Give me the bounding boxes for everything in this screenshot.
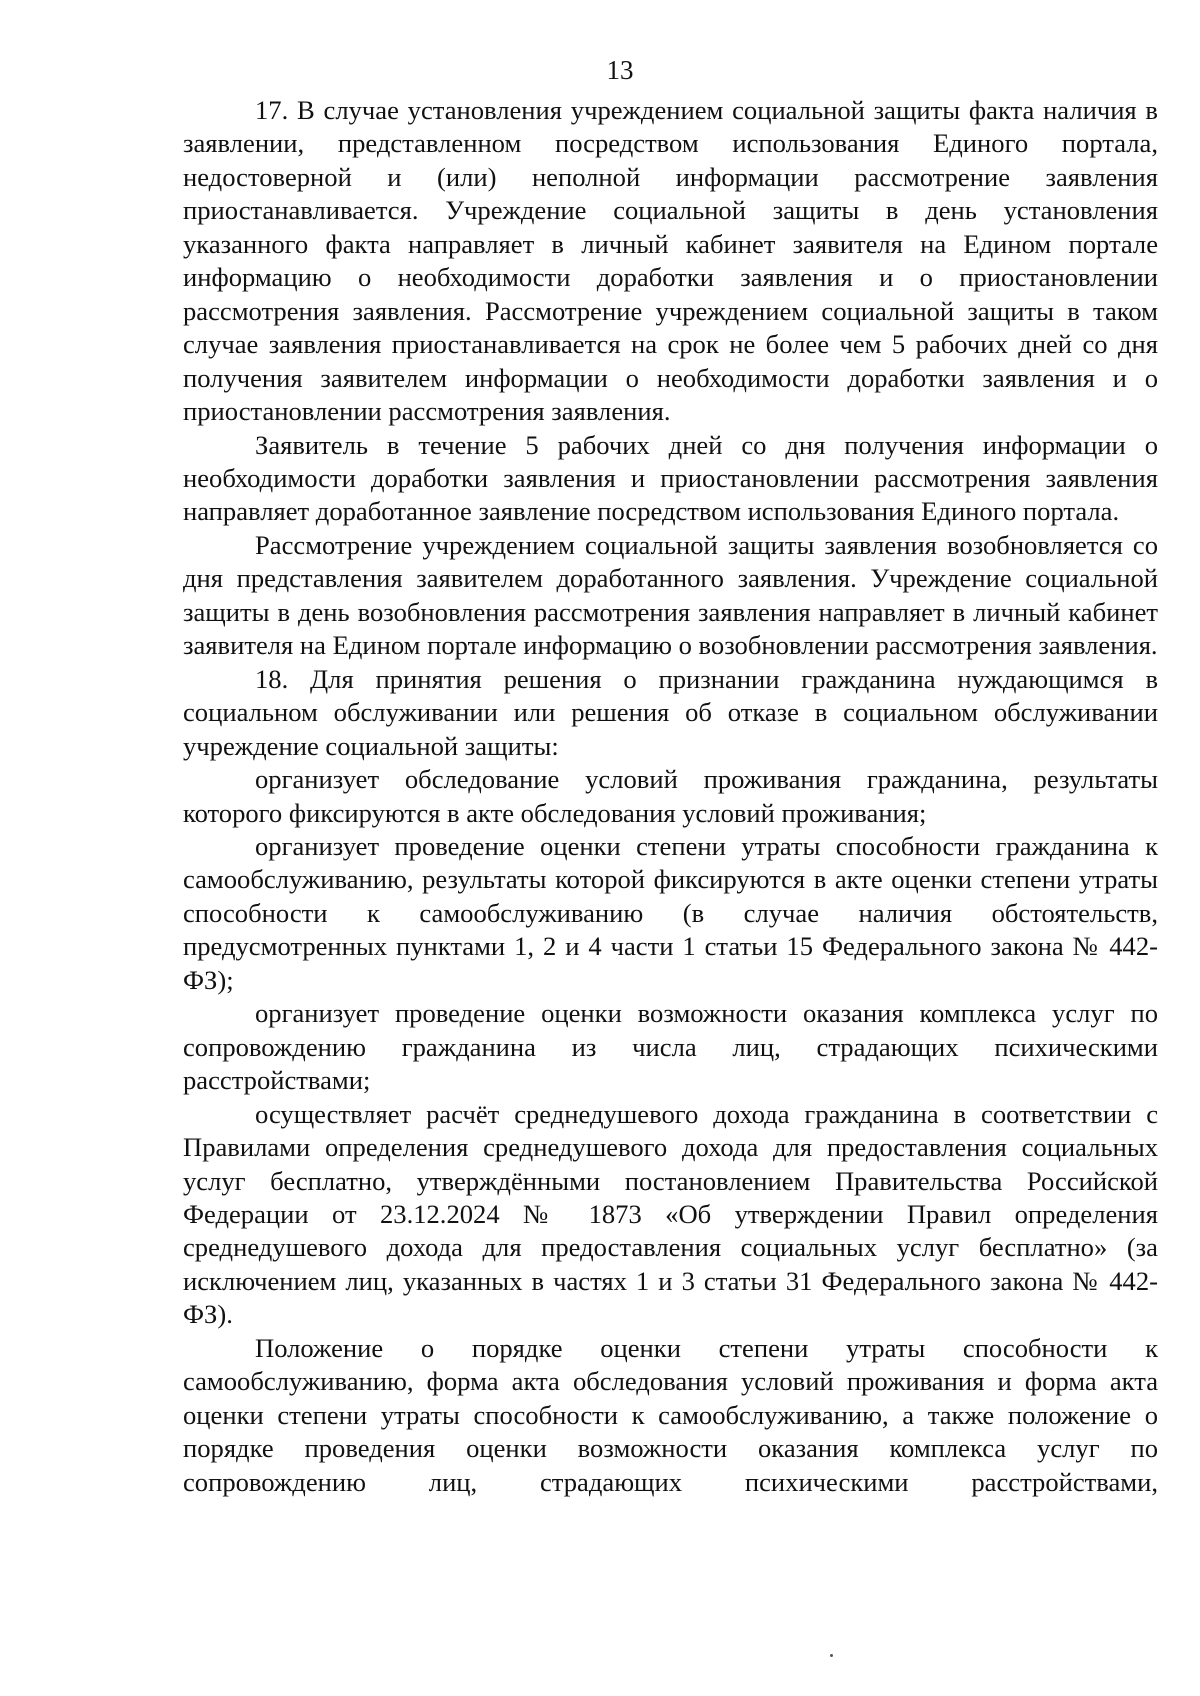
- scan-speck: [830, 1654, 833, 1657]
- paragraph-living-conditions-survey: организует обследование условий проживания гражданина, результаты которого фиксируются в акте обследования условий проживания;: [183, 764, 1158, 828]
- paragraph-17: 17. В случае установления учреждением социальной защиты факта наличия в заявлении, представленном посредством использования Единого портала, недостоверной и (или) неполной информации рассмотрение заявления приостанавливается. Учреждение социальной защиты в день установления указанного факта направляет в личный кабинет заявителя на Едином портале информацию о необходимости доработки заявления и о приостановлении рассмотрения заявления. Рассмотрение учреждением социальной защиты в таком случае заявления приостанавливается на срок не более чем 5 рабочих дней со дня получения заявителем информации о необходимости доработки заявления и о приостановлении рассмотрения заявления.: [183, 95, 1158, 427]
- paragraph-applicant-resubmission: Заявитель в течение 5 рабочих дней со дня получения информации о необходимости доработки заявления и приостановлении рассмотрения заявления направляет доработанное заявление посредством использования Единого портала.: [183, 429, 1158, 527]
- document-body: [183, 94, 1158, 1499]
- paragraph-18: 18. Для принятия решения о признании гражданина нуждающимся в социальном обслуживании или решения об отказе в социальном обслуживании учреждение социальной защиты:: [183, 663, 1158, 761]
- paragraph-resumption: Рассмотрение учреждением социальной защиты заявления возобновляется со дня представления заявителем доработанного заявления. Учреждение социальной защиты в день возобновления рассмотрения заявления направляет в личный кабинет заявителя на Едином портале информацию о возобновлении рассмотрения заявления.: [183, 529, 1158, 661]
- paragraph-income-calculation: осуществляет расчёт среднедушевого дохода гражданина в соответствии с Правилами определения среднедушевого дохода для предоставления социальных услуг бесплатно, утверждёнными постановлением Правительства Российской Федерации от 23.12.2024 № 1873 «Об утверждении Правил определения среднедушевого дохода для предоставления социальных услуг бесплатно» (за исключением лиц, указанных в частях 1 и 3 статьи 31 Федерального закона № 442-ФЗ).: [183, 1098, 1158, 1330]
- paragraph-regulation-forms: Положение о порядке оценки степени утраты способности к самообслуживанию, форма акта обследования условий проживания и форма акта оценки степени утраты способности к самообслуживанию, а также положение о порядке проведения оценки возможности оказания комплекса услуг по сопровождению лиц, страдающих психическими расстройствами,: [183, 1332, 1158, 1497]
- paragraph-support-services-assessment: организует проведение оценки возможности оказания комплекса услуг по сопровождению гражданина из числа лиц, страдающих психическими расстройствами;: [183, 998, 1158, 1096]
- paragraph-self-care-assessment: организует проведение оценки степени утраты способности гражданина к самообслуживанию, результаты которой фиксируются в акте оценки степени утраты способности к самообслуживанию (в случае наличия обстоятельств, предусмотренных пунктами 1, 2 и 4 части 1 статьи 15 Федерального закона № 442-ФЗ);: [183, 830, 1158, 995]
- page-number: 13: [606, 55, 634, 85]
